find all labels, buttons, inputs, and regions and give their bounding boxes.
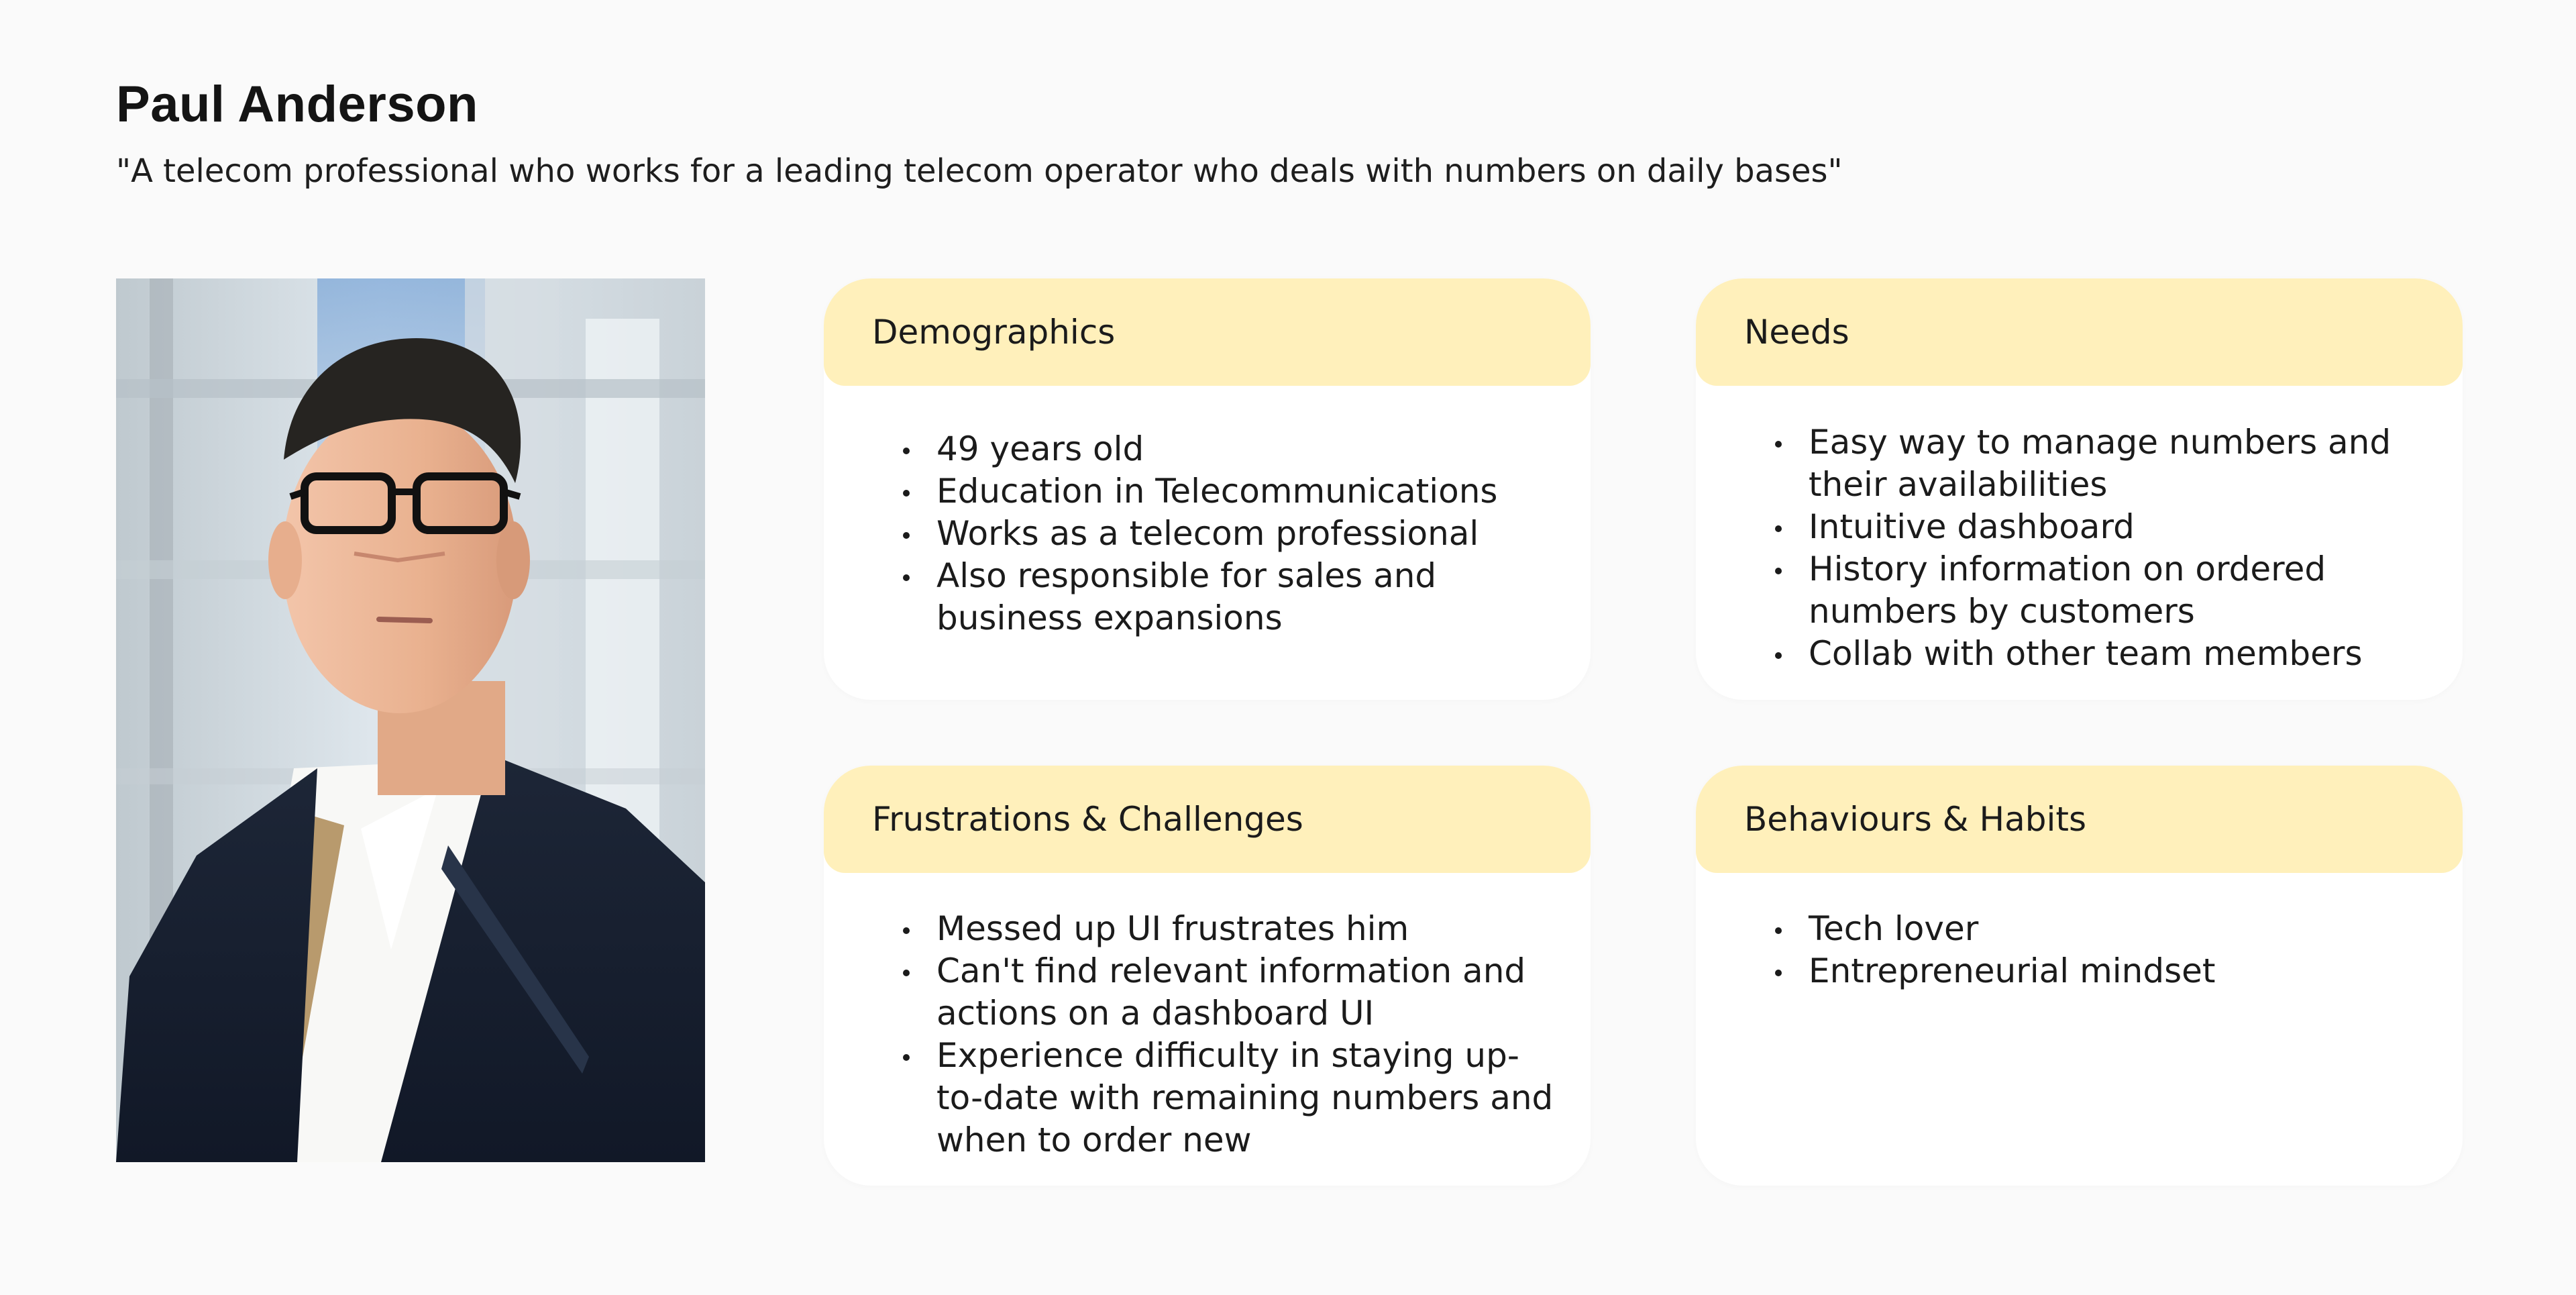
frustrations-card xyxy=(824,766,1591,1186)
behaviours-card xyxy=(1696,766,2463,1186)
behaviours-list xyxy=(1696,908,2463,992)
behaviours-header xyxy=(1696,766,2463,873)
list-item: Experience difficulty in staying up-to-date with remaining numbers and when to order new xyxy=(824,1035,1591,1161)
list-item: Entrepreneurial mindset xyxy=(1696,950,2463,992)
demographics-title: Demographics xyxy=(872,313,1116,352)
needs-title: Needs xyxy=(1744,313,1849,352)
persona-quote: "A telecom professional who works for a leading telecom operator who deals with numbers on daily bases" xyxy=(116,152,1843,190)
needs-list xyxy=(1696,421,2463,675)
needs-card xyxy=(1696,278,2463,700)
behaviours-title: Behaviours & Habits xyxy=(1744,800,2087,839)
person-portrait-icon xyxy=(116,278,705,1162)
persona-photo xyxy=(116,278,705,1162)
demographics-card xyxy=(824,278,1591,700)
demographics-header xyxy=(824,278,1591,386)
list-item: Intuitive dashboard xyxy=(1696,506,2463,548)
frustrations-header xyxy=(824,766,1591,873)
list-item: History information on ordered numbers by customers xyxy=(1696,548,2463,633)
list-item: Tech lover xyxy=(1696,908,2463,950)
list-item: Can't find relevant information and actions on a dashboard UI xyxy=(824,950,1591,1035)
list-item: Collab with other team members xyxy=(1696,633,2463,675)
list-item: Also responsible for sales and business expansions xyxy=(824,555,1591,639)
list-item: 49 years old xyxy=(824,428,1591,470)
demographics-list xyxy=(824,428,1591,639)
needs-header xyxy=(1696,278,2463,386)
list-item: Works as a telecom professional xyxy=(824,513,1591,555)
frustrations-title: Frustrations & Challenges xyxy=(872,800,1303,839)
persona-name: Paul Anderson xyxy=(116,76,478,133)
list-item: Messed up UI frustrates him xyxy=(824,908,1591,950)
list-item: Easy way to manage numbers and their availabilities xyxy=(1696,421,2463,506)
frustrations-list xyxy=(824,908,1591,1161)
list-item: Education in Telecommunications xyxy=(824,470,1591,513)
